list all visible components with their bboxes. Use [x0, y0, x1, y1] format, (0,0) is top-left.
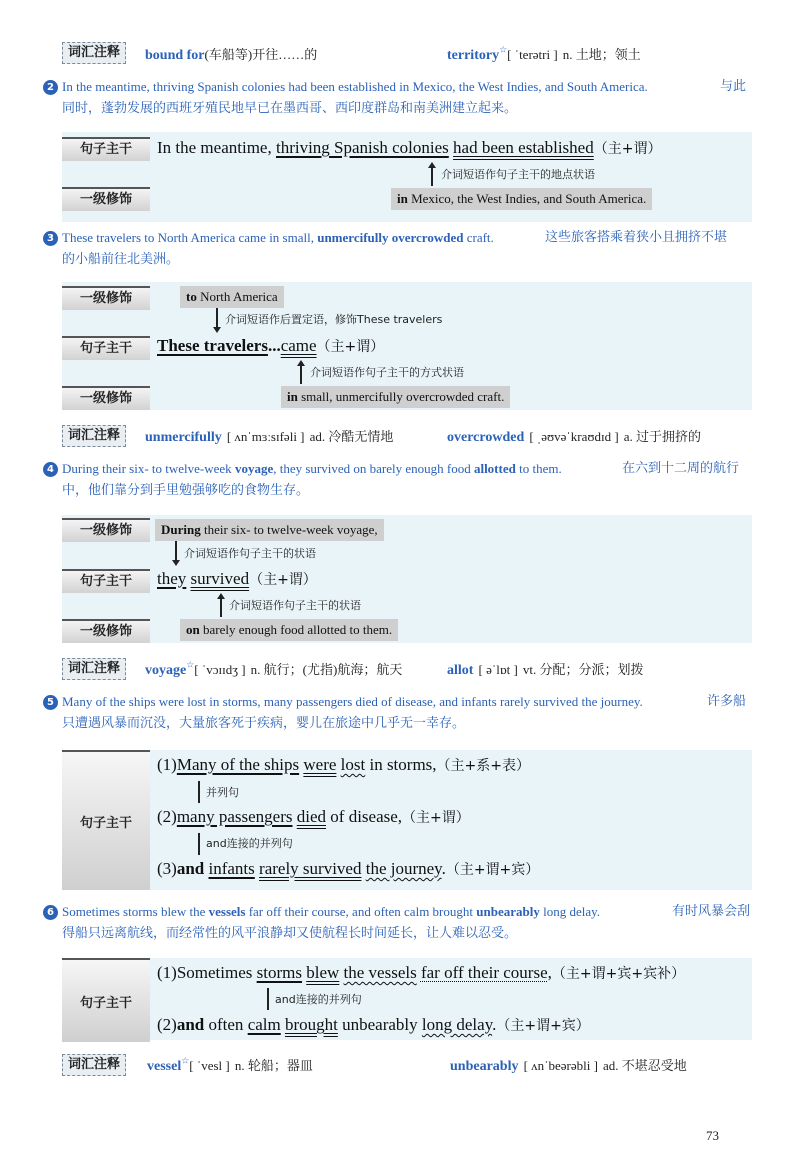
clause-conjunction: and [176, 1015, 205, 1034]
sentence-chinese: 只遭遇风暴而沉没，大量旅客死于疾病，婴儿在旅途中几乎无一幸存。 [62, 716, 466, 731]
main-clause [157, 334, 384, 359]
vocab-phonetic: [ ˌəʊvəˈkraʊdɪd ] [529, 429, 619, 444]
clause-end: . [441, 859, 446, 878]
sentence-chinese-inline: 许多船 [707, 694, 747, 709]
main-tag: （主+谓） [593, 141, 662, 157]
modifier-prep: on [186, 622, 200, 637]
sentence-chinese: 得船只远离航线，而经常性的风平浪静却又使航程长时间延长，让人难以忍受。 [62, 926, 518, 941]
label-modifier: 一级修饰 [62, 187, 150, 211]
clause-complement: far off their course [420, 963, 548, 982]
vocab-entry-allot [447, 659, 644, 679]
en-bold: voyage [234, 461, 274, 476]
vocab-word: overcrowded [447, 430, 525, 445]
clause-number: (1) [157, 963, 177, 982]
arrow-down-icon [213, 327, 221, 333]
sentence-chinese: 中，他们靠分到手里勉强够吃的食物生存。 [62, 483, 310, 498]
sentence-chinese-inline: 有时风暴会刮 [672, 904, 751, 919]
en-part: These travelers to North America came in small, [62, 230, 318, 245]
analysis-note: 并列句 [206, 786, 239, 799]
modifier-prep: in [287, 389, 298, 404]
star-icon: ☆ [186, 660, 195, 671]
vocab-phonetic: [ ʌnˈmɜːsɪfəli ] [226, 429, 305, 444]
vocab-word: bound for [145, 48, 205, 63]
sentence-number: 5 [43, 695, 58, 710]
label-modifier: 一级修饰 [62, 518, 150, 542]
sentence-english [62, 902, 600, 922]
clause-2 [157, 1013, 590, 1038]
sentence-number: 3 [43, 231, 58, 246]
clause-subject: infants [208, 859, 255, 878]
en-part: to them. [515, 461, 562, 476]
arrow-up-icon [217, 593, 225, 599]
vocab-entry-bound-for [145, 44, 317, 64]
main-predicate: came [280, 336, 317, 355]
clause-subject: calm [247, 1015, 281, 1034]
main-predicate: had been established [453, 138, 594, 157]
clause-tag: （主+谓+宾） [445, 862, 540, 878]
main-tag: （主+谓） [316, 339, 385, 355]
en-part: long delay. [539, 904, 600, 919]
vocab-definition: (车船等)开往……的 [204, 47, 318, 62]
sentence-chinese: 的小船前往北美洲。 [62, 252, 180, 267]
analysis-note: and连接的并列句 [206, 837, 293, 850]
analysis-note: and连接的并列句 [275, 993, 362, 1006]
modifier-rest: small, unmercifully overcrowded craft. [297, 389, 505, 404]
vocab-phonetic: [ ˈvɔɪɪdʒ ] [194, 662, 246, 677]
clause-object: the vessels [343, 963, 417, 982]
clause-number: (3) [157, 859, 177, 878]
vocab-word: unbearably [450, 1059, 519, 1074]
vocab-tag: 词汇注释 [62, 1054, 126, 1076]
en-part: , they survived on barely enough food [273, 461, 474, 476]
main-dots: ... [267, 336, 281, 355]
sentence-english: Many of the ships were lost in storms, many passengers died of disease, and infants rarely survived the journey. [62, 694, 643, 709]
clause-tag: （主+系+表） [436, 758, 530, 774]
vocab-definition: n. 土地；领土 [562, 47, 641, 62]
arrow-down-icon [172, 560, 180, 566]
clause-predicate: rarely survived [259, 859, 362, 878]
en-part: During their six- to twelve-week [62, 461, 235, 476]
vocab-phonetic: [ əˈlɒt ] [478, 662, 518, 677]
sentence-chinese-inline: 在六到十二周的航行 [622, 461, 740, 476]
modifier-rest: their six- to twelve-week voyage, [200, 522, 378, 537]
sentence-chinese-inline: 这些旅客搭乘着狭小且拥挤不堪 [545, 230, 728, 245]
vocab-phonetic: [ ʌnˈbeərəbli ] [523, 1058, 598, 1073]
en-bold: allotted [473, 461, 516, 476]
label-modifier: 一级修饰 [62, 619, 150, 643]
clause-predicate: brought [284, 1015, 338, 1034]
label-main-clause: 句子主干 [62, 750, 150, 890]
label-main-clause: 句子主干 [62, 958, 150, 1042]
analysis-note: 介词短语作句子主干的状语 [229, 599, 361, 612]
clause-tag: （主+谓+宾+宾补） [551, 966, 686, 982]
modifier-phrase [391, 188, 652, 210]
connector-line [267, 988, 269, 1010]
clause-number: (1) [157, 755, 177, 774]
connector-line [220, 599, 222, 617]
vocab-entry-vessel [147, 1055, 313, 1075]
clause-mid: unbearably [337, 1015, 422, 1034]
vocab-word: voyage [145, 663, 187, 678]
vocab-definition: n. 航行；(尤指)航海；航天 [250, 662, 403, 677]
sentence-number: 6 [43, 905, 58, 920]
main-subject: they [157, 569, 187, 588]
label-modifier: 一级修饰 [62, 286, 150, 310]
modifier-prep: to [186, 289, 197, 304]
sentence-english [62, 459, 562, 479]
clause-3 [157, 857, 539, 882]
vocab-word: unmercifully [145, 430, 222, 445]
modifier-phrase [155, 519, 384, 541]
vocab-word: allot [447, 663, 474, 678]
vocab-tag: 词汇注释 [62, 42, 126, 64]
connector-line [198, 833, 200, 855]
main-pre: In the meantime, [157, 138, 276, 157]
vocab-definition: a. 过于拥挤的 [623, 429, 702, 444]
en-bold: vessels [208, 904, 246, 919]
label-main-clause: 句子主干 [62, 569, 150, 593]
star-icon: ☆ [181, 1056, 190, 1067]
clause-pre: often [204, 1015, 248, 1034]
vocab-definition: vt. 分配；分派；划拨 [522, 662, 644, 677]
arrow-up-icon [428, 162, 436, 168]
sentence-english: In the meantime, thriving Spanish colonies had been established in Mexico, the West Indies, and South America. [62, 79, 648, 94]
main-subject: These travelers [157, 336, 268, 355]
clause-rest: of disease, [326, 807, 403, 826]
clause-1 [157, 753, 530, 778]
vocab-definition: ad. 不堪忍受地 [603, 1058, 687, 1073]
clause-object: long delay [421, 1015, 493, 1034]
vocab-phonetic: [ ˈterətri ] [507, 47, 558, 62]
arrow-up-icon [297, 360, 305, 366]
sentence-chinese: 同时，蓬勃发展的西班牙殖民地早已在墨西哥、西印度群岛和南美洲建立起来。 [62, 101, 518, 116]
sentence-number: 4 [43, 462, 58, 477]
clause-predicate: blew [306, 963, 340, 982]
vocab-entry-territory [447, 44, 641, 64]
connector-line [300, 366, 302, 384]
main-clause [157, 136, 661, 161]
connector-line [175, 541, 177, 561]
clause-rest: in storms, [365, 755, 437, 774]
clause-complement: lost [340, 755, 366, 774]
clause-tag: （主+谓+宾） [496, 1018, 590, 1034]
modifier-rest: barely enough food allotted to them. [199, 622, 393, 637]
en-part: far off their course, and often calm brought [245, 904, 477, 919]
en-part: Sometimes storms blew the [62, 904, 209, 919]
label-main-clause: 句子主干 [62, 336, 150, 360]
label-main-clause: 句子主干 [62, 137, 150, 161]
clause-verb: were [303, 755, 337, 774]
vocab-tag: 词汇注释 [62, 425, 126, 447]
vocab-word: vessel [147, 1059, 182, 1074]
en-part: craft. [463, 230, 494, 245]
main-predicate: survived [190, 569, 250, 588]
vocab-entry-unbearably [450, 1055, 687, 1075]
vocab-tag: 词汇注释 [62, 658, 126, 680]
en-bold: unbearably [476, 904, 540, 919]
vocab-definition: n. 轮船；器皿 [234, 1058, 313, 1073]
page-number: 73 [706, 1128, 719, 1143]
main-clause [157, 567, 317, 592]
vocab-entry-voyage [145, 659, 402, 679]
clause-2 [157, 805, 470, 830]
vocab-entry-unmercifully [145, 426, 393, 446]
vocab-phonetic: [ ˈvesl ] [189, 1058, 230, 1073]
connector-line [216, 308, 218, 328]
vocab-entry-overcrowded [447, 426, 701, 446]
clause-subject: storms [256, 963, 302, 982]
modifier-rest: North America [196, 289, 278, 304]
modifier-prep: in [397, 191, 408, 206]
connector-line [198, 781, 200, 803]
analysis-note: 介词短语作句子主干的方式状语 [310, 366, 464, 379]
clause-number: (2) [157, 1015, 177, 1034]
sentence-chinese-inline: 与此 [720, 79, 747, 94]
connector-line [431, 168, 433, 186]
modifier-phrase [180, 286, 284, 308]
clause-end: . [492, 1015, 497, 1034]
vocab-definition: ad. 冷酷无情地 [309, 429, 394, 444]
analysis-note: 介词短语作句子主干的状语 [184, 547, 316, 560]
clause-object: the journey [365, 859, 442, 878]
modifier-prep: During [161, 522, 201, 537]
main-subject: thriving Spanish colonies [275, 138, 449, 157]
clause-end: , [547, 963, 552, 982]
star-icon: ☆ [499, 45, 508, 56]
sentence-english [62, 228, 494, 248]
clause-conjunction: and [176, 859, 205, 878]
modifier-phrase [180, 619, 398, 641]
modifier-rest: Mexico, the West Indies, and South America. [407, 191, 647, 206]
vocab-word: territory [447, 48, 500, 63]
main-tag: （主+谓） [249, 572, 317, 588]
clause-subject: Many of the ships [176, 755, 300, 774]
analysis-note: 介词短语作后置定语，修饰These travelers [225, 313, 443, 326]
label-modifier: 一级修饰 [62, 386, 150, 410]
clause-tag: （主+谓） [402, 810, 470, 826]
en-bold: unmercifully overcrowded [317, 230, 464, 245]
analysis-note: 介词短语作句子主干的地点状语 [441, 168, 595, 181]
modifier-phrase [281, 386, 510, 408]
clause-1 [157, 961, 685, 986]
clause-pre: Sometimes [176, 963, 257, 982]
clause-number: (2) [157, 807, 177, 826]
sentence-number: 2 [43, 80, 58, 95]
clause-subject: many passengers [176, 807, 293, 826]
clause-predicate: died [296, 807, 327, 826]
